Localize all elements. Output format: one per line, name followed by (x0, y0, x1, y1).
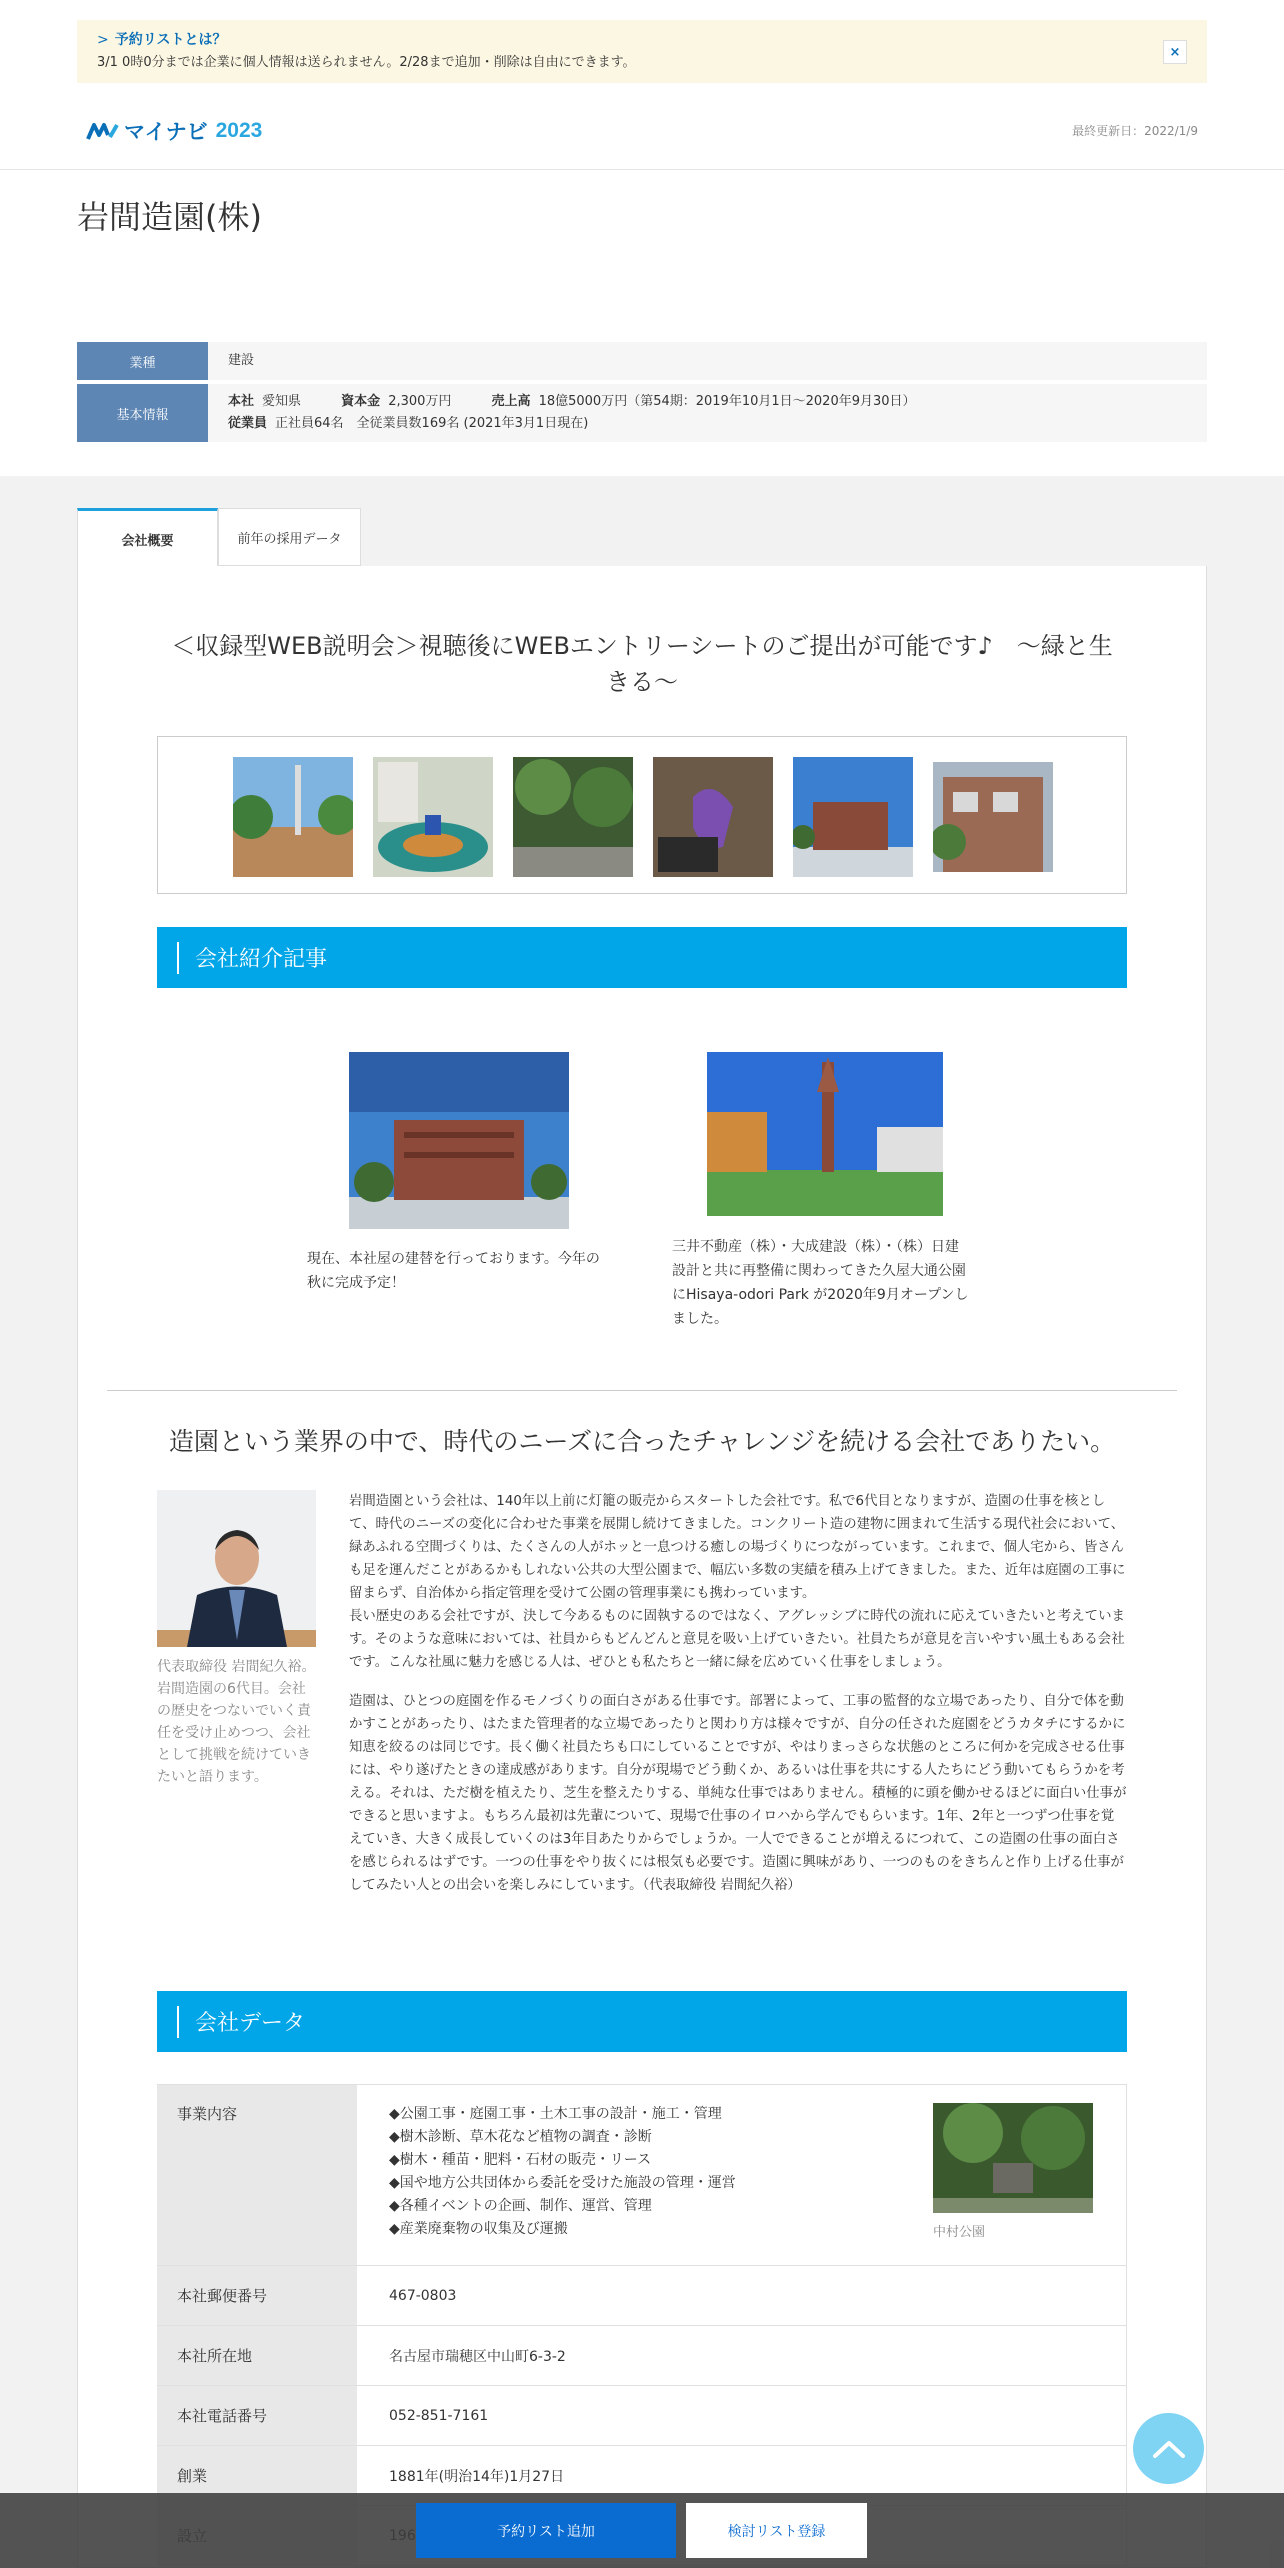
photo-gallery (157, 736, 1127, 894)
phone-value: 052-851-7161 (389, 2407, 489, 2424)
notice-title-link[interactable] (97, 30, 1187, 50)
business-item: ◆産業廃棄物の収集及び運搬 (389, 2221, 568, 2237)
data-row-postal (157, 2266, 1127, 2326)
chevron-right-icon: > (97, 32, 109, 48)
business-item: ◆各種イベントの企画、制作、運営、管理 (389, 2198, 652, 2214)
gallery-photo-headquarters[interactable] (793, 757, 913, 877)
data-row-phone (157, 2386, 1127, 2446)
article-caption-headquarters: 現在、本社屋の建替を行っております。今年の秋に完成予定！ (307, 1251, 600, 1291)
ceo-portrait (157, 1490, 316, 1647)
close-icon[interactable]: × (1163, 40, 1187, 64)
data-row-address (157, 2326, 1127, 2386)
capital-value: 2,300万円 (388, 394, 452, 409)
chevron-up-icon (1152, 2439, 1186, 2459)
message-paragraph: 岩間造園という会社は、140年以上前に灯籠の販売からスタートした会社です。私で6代目となりますが、造園の仕事を核として、時代のニーズの変化に合わせた事業を展開し続けてきました。コンクリート造の建物に囲まれて生活する現代社会において、緑あふれる空間づくりは、たくさんの人がホッと一息つける癒しの場づくりにつながっています。これまで、個人宅から、皆さんも足を運んだことがあるかもしれない公共の大型公園まで、幅広い多数の実績を積み上げてきました。また、近年は庭園の工事に留まらず、自治体から指定管理を受けて公園の管理事業にも携わっています。 (349, 1494, 1126, 1601)
hq-value: 愛知県 (262, 394, 302, 409)
mynavi-mark-icon (86, 119, 120, 143)
mynavi-logo[interactable] (86, 116, 262, 146)
last-updated: 最終更新日：2022/1/9 (1072, 124, 1198, 138)
notice-text: 3/1 0時0分までは企業に個人情報は送られません。2/28まで追加・削除は自由にできます。 (97, 55, 636, 70)
logo-name: マイナビ (124, 121, 208, 144)
industry-row (77, 342, 1207, 380)
data-row-business (157, 2085, 1127, 2266)
founded-value: 1881年(明治14年)1月27日 (389, 2468, 565, 2485)
ceo-portrait-caption: 代表取締役 岩間紀久裕。岩間造園の6代目。会社の歴史をつないでいく責任を受け止めつつ、会社として挑戦を続けていきたいと語ります。 (157, 1659, 316, 1785)
message-paragraph: 長い歴史のある会社ですが、決して今あるものに固執するのではなく、アグレッシブに時代の流れに応えていきたいと考えています。そのような意味においては、社員からもどんどんと意見を吸い上げていきたい。社員たちが意見を言いやすい風土もある会社です。こんな社風に魅力を感じる人は、ぜひとも私たちと一緒に緑を広めていく仕事をしましょう。 (349, 1609, 1125, 1670)
founded-label: 創業 (157, 2446, 357, 2505)
sales-label: 売上高 (491, 394, 531, 409)
business-item: ◆公園工事・庭園工事・土木工事の設計・施工・管理 (389, 2106, 722, 2122)
industry-value (208, 342, 1207, 380)
company-name: 岩間造園(株) (77, 198, 262, 236)
address-value: 名古屋市瑞穂区中山町6-3-2 (389, 2348, 566, 2365)
article-image-new-headquarters[interactable] (349, 1052, 569, 1229)
sales-value: 18億5000万円（第54期：2019年10月1日～2020年9月30日） (538, 394, 916, 409)
basic-info-row (77, 384, 1207, 442)
section-header-company-data: 会社データ (157, 1991, 1127, 2052)
message-paragraph: 造園は、ひとつの庭園を作るモノづくりの面白さがある仕事です。部署によって、工事の監督的な立場であったり、自分で体を動かすことがあったり、はたまた管理者的な立場であったりと関わり方は様々ですが、自分の任された庭園をどうカタチにするかに知恵を絞るのは同じです。長く働く社員たちも口にしていることですが、やはりまっさらな状態のところに何かを完成させる仕事には、やり遂げたときの達成感があります。自分が現場でどう動くか、あるいは仕事を共にする人たちにどう動いてもらうかを考える。それは、ただ樹を植えたり、芝生を整えたりする、単純な仕事ではありません。積極的に頭を働かせるほどに面白い仕事ができると思いますよ。もちろん最初は先輩について、現場で仕事のイロハから学んでもらいます。1年、2年と一つずつ仕事を覚えていき、大きく成長していくのは3年目あたりからでしょうか。一人でできることが増えるにつれて、この造園の仕事の面白さを感じられるはずです。一つの仕事をやり抜くには根気も必要です。造園に興味があり、一つのものをきちんと作り上げる仕事がしてみたい人との出会いを楽しみにしています。（代表取締役 岩間紀久裕） (349, 1694, 1127, 1893)
section-header-articles: 会社紹介記事 (157, 927, 1127, 988)
business-item: ◆樹木診断、草木花など植物の調査・診断 (389, 2129, 652, 2145)
employees-label: 従業員 (228, 416, 268, 431)
gallery-photo-playground[interactable] (373, 757, 493, 877)
add-to-reservation-list-button[interactable]: 予約リスト追加 (416, 2503, 676, 2558)
message-title: 造園という業界の中で、時代のニーズに合ったチャレンジを続ける会社でありたい。 (168, 1427, 1116, 1456)
scroll-to-top-button[interactable] (1133, 2413, 1204, 2484)
industry-label: 業種 (77, 342, 208, 380)
add-to-consideration-list-button[interactable]: 検討リスト登録 (686, 2503, 867, 2558)
capital-label: 資本金 (341, 394, 381, 409)
gallery-photo-office[interactable] (933, 762, 1053, 872)
basic-info-table (77, 342, 1207, 446)
basic-info-label: 基本情報 (77, 384, 208, 442)
ceo-message-body (349, 1490, 1127, 1913)
tab-company-overview[interactable]: 会社概要 (77, 508, 218, 568)
section-divider (107, 1390, 1177, 1391)
basic-info-line-1 (228, 391, 1187, 413)
industry-text: 建設 (228, 353, 255, 368)
header-divider (0, 169, 1284, 170)
gallery-photo-planting[interactable] (653, 757, 773, 877)
basic-info-line-2 (228, 413, 1187, 435)
hq-label: 本社 (228, 394, 255, 409)
business-photo-caption: 中村公園 (933, 2225, 986, 2240)
basic-info-value (208, 384, 1207, 442)
business-photo-nakamura-park[interactable] (933, 2103, 1093, 2213)
reservation-notice (77, 20, 1207, 83)
article-caption-park: 三井不動産（株）・大成建設（株）・（株）日建設計と共に再整備に関わってきた久屋大通公園にHisaya-odori Park が2020年9月オープンしました。 (672, 1239, 969, 1327)
postal-value: 467-0803 (389, 2287, 457, 2304)
logo-year: 2023 (215, 119, 263, 142)
postal-label: 本社郵便番号 (157, 2266, 357, 2325)
employees-value: 正社員64名 全従業員数169名 (2021年3月1日現在) (275, 416, 589, 431)
gallery-photo-garden[interactable] (513, 757, 633, 877)
catchphrase-headline: ＜収録型WEB説明会＞視聴後にWEBエントリーシートのご提出が可能です♪ ～緑と生きる～ (171, 632, 1113, 696)
notice-title[interactable]: 予約リストとは？ (114, 32, 227, 48)
phone-label: 本社電話番号 (157, 2386, 357, 2445)
business-item: ◆樹木・種苗・肥料・石材の販売・リース (389, 2152, 652, 2168)
article-image-hisaya-odori-park[interactable] (707, 1052, 943, 1216)
address-label: 本社所在地 (157, 2326, 357, 2385)
gallery-photo-tower[interactable] (233, 757, 353, 877)
business-item: ◆国や地方公共団体から委託を受けた施設の管理・運営 (389, 2175, 736, 2191)
business-list (389, 2085, 736, 2241)
tab-previous-recruitment-data[interactable]: 前年の採用データ (218, 508, 361, 566)
business-label: 事業内容 (157, 2085, 357, 2265)
